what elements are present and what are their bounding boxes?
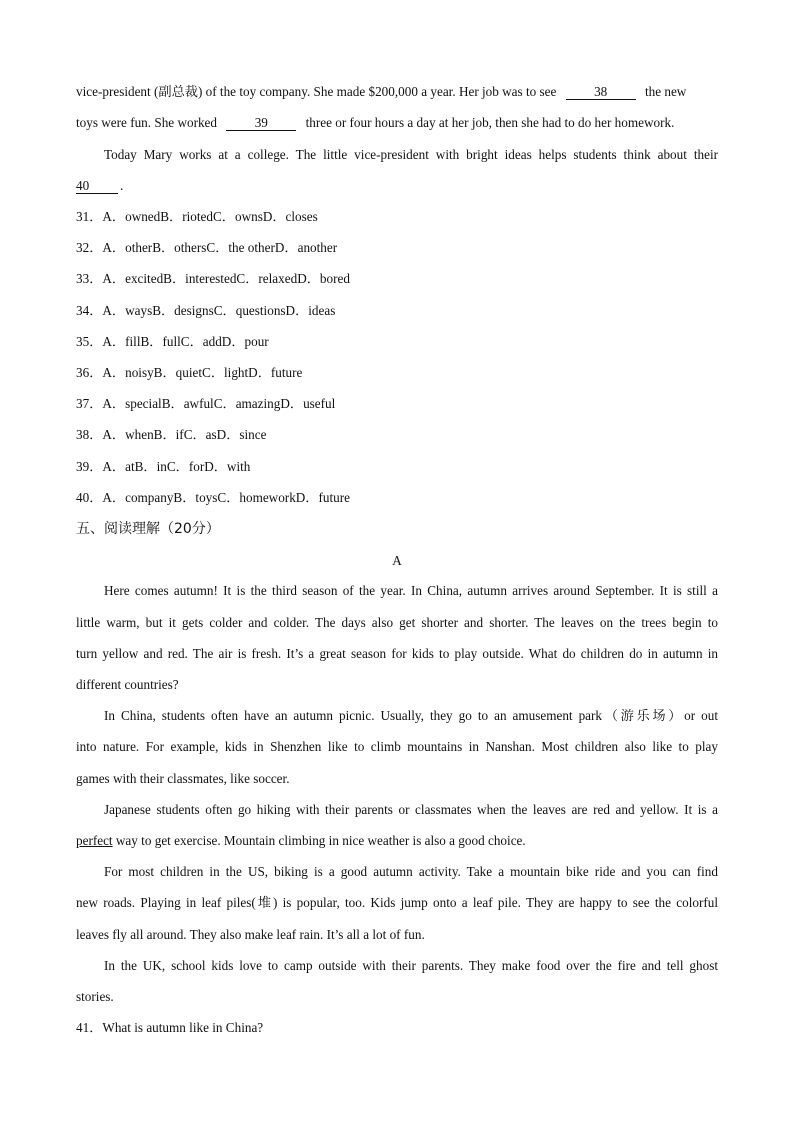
- question-row: 32．A．otherB．othersC．the otherD．another: [76, 240, 338, 255]
- reading-line: stories.: [76, 989, 114, 1004]
- reading-line: In China, students often have an autumn picnic. Usually, they go to an amusement park（游乐场）or out: [104, 708, 718, 723]
- reading-line: Here comes autumn! It is the third season of the year. In China, autumn arrives around September. It is still a: [104, 583, 718, 598]
- reading-line: turn yellow and red. The air is fresh. It’s a great season for kids to play outside. What do children do in autumn in: [76, 646, 718, 661]
- answer-blank-40: 40: [76, 179, 118, 194]
- reading-line: In the UK, school kids love to camp outside with their parents. They make food over the fire and tell ghost: [104, 958, 718, 973]
- passage-text: three or four hours a day at her job, then she had to do her homework.: [305, 115, 675, 130]
- passage-line-4: [76, 178, 718, 194]
- reading-line: different countries?: [76, 677, 179, 692]
- passage-line-2: [76, 115, 718, 131]
- passage-line-3: Today Mary works at a college. The little vice-president with bright ideas helps students think about their: [104, 147, 718, 162]
- question-row: 36．A．noisyB．quietC．lightD．future: [76, 365, 303, 380]
- reading-line: leaves fly all around. They also make leaf rain. It’s all a lot of fun.: [76, 927, 425, 942]
- passage-text: .: [120, 178, 124, 193]
- reading-line: For most children in the US, biking is a good autumn activity. Take a mountain bike ride and you can find: [104, 864, 718, 879]
- question-row: 34．A．waysB．designsC．questionsD．ideas: [76, 303, 336, 318]
- passage-text: the new: [644, 84, 687, 99]
- question-41: 41．What is autumn like in China?: [76, 1020, 264, 1035]
- question-row: 33．A．excitedB．interestedC．relaxedD．bored: [76, 271, 350, 286]
- question-row: 37．A．specialB．awfulC．amazingD．useful: [76, 396, 336, 411]
- question-row: 39．A．atB．inC．forD．with: [76, 459, 251, 474]
- answer-blank-38: 38: [566, 85, 636, 100]
- question-row: 38．A．whenB．ifC．asD．since: [76, 427, 267, 442]
- reading-line: Japanese students often go hiking with their parents or classmates when the leaves are red and yellow. It is a: [104, 802, 718, 817]
- reading-line: games with their classmates, like soccer.: [76, 771, 290, 786]
- passage-label: A: [392, 553, 402, 568]
- underlined-word: perfect: [76, 833, 113, 848]
- question-row: 31．A．ownedB．riotedC．ownsD．closes: [76, 209, 318, 224]
- reading-line: perfect way to get exercise. Mountain climbing in nice weather is also a good choice.: [76, 833, 526, 848]
- passage-text: toys were fun. She worked: [76, 115, 217, 130]
- passage-line-1: [76, 84, 718, 100]
- question-row: 40．A．companyB．toysC．homeworkD．future: [76, 490, 350, 505]
- passage-text: vice-president (副总裁) of the toy company. She made $200,000 a year. Her job was to see: [76, 84, 557, 99]
- reading-line: new roads. Playing in leaf piles(堆) is popular, too. Kids jump onto a leaf pile. They are happy to see the colorful: [76, 895, 718, 910]
- reading-line: into nature. For example, kids in Shenzhen like to climb mountains in Nanshan. Most children also like to play: [76, 739, 718, 754]
- reading-line: little warm, but it gets colder and colder. The days also get shorter and shorter. The leaves on the trees begin to: [76, 615, 718, 630]
- question-row: 35．A．fillB．fullC．addD．pour: [76, 334, 269, 349]
- section-title: 五、阅读理解（20分）: [76, 521, 220, 537]
- answer-blank-39: 39: [226, 116, 296, 131]
